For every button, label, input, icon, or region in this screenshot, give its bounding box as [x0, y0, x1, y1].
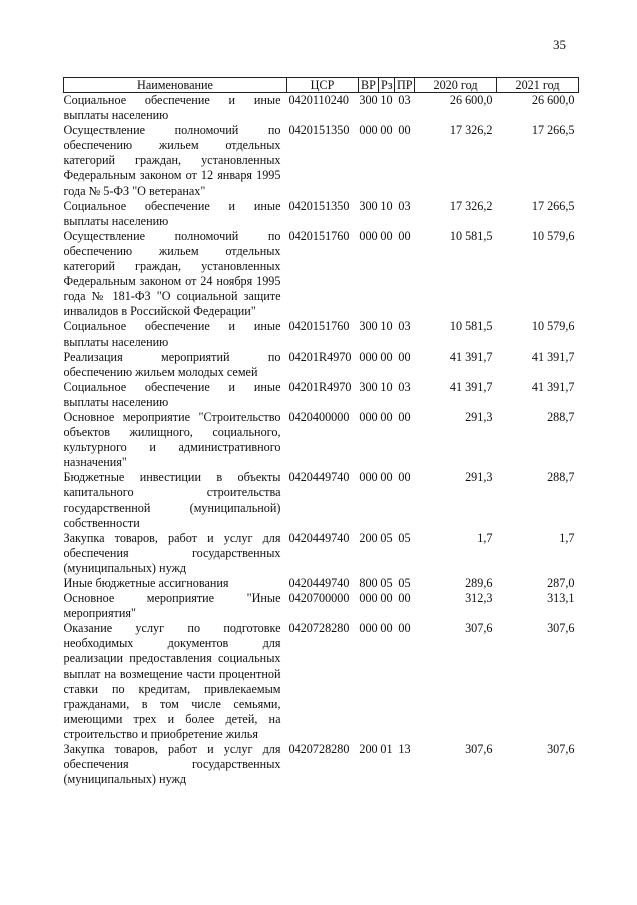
row-name: Социальное обеспечение и иные выплаты населению [63, 379, 281, 409]
row-csr: 0420728280 [288, 742, 350, 757]
table-row [64, 229, 579, 320]
row-vr: 000 [359, 621, 378, 636]
row-name: Бюджетные инвестиции в объекты капитального строительства государственной (муниципальной) собственности [63, 470, 281, 530]
row-name: Реализация мероприятий по обеспечению жильем молодых семей [63, 349, 281, 379]
row-name: Осуществление полномочий по обеспечению жильем отдельных категорий граждан, установленных Федеральным законом от 12 января 1995 года № 5-ФЗ "О ветеранах" [63, 123, 281, 198]
row-amount-2021: 313,1 [547, 591, 575, 606]
row-vr: 300 [359, 93, 378, 107]
table-row [64, 742, 579, 787]
row-csr: 0420110240 [288, 93, 349, 107]
row-rz: 00 [380, 591, 393, 606]
row-amount-2021: 288,7 [547, 409, 575, 424]
row-pr: 03 [398, 319, 411, 334]
row-vr: 800 [359, 576, 378, 590]
header-year-2020: 2020 год [415, 78, 497, 93]
table-row [64, 93, 579, 124]
table-row [64, 380, 579, 410]
row-pr: 00 [398, 470, 411, 485]
row-rz: 10 [380, 93, 393, 107]
row-amount-2021: 10 579,6 [531, 228, 575, 243]
row-csr: 0420151350 [288, 123, 350, 138]
table-row [64, 531, 579, 576]
row-name: Иные бюджетные ассигнования [63, 576, 229, 590]
table-row [64, 350, 579, 380]
table-row [64, 199, 579, 229]
row-rz: 10 [380, 319, 393, 334]
row-name: Социальное обеспечение и иные выплаты населению [63, 319, 281, 349]
table-row [64, 470, 579, 530]
row-vr: 000 [359, 470, 378, 485]
row-amount-2021: 10 579,6 [531, 319, 575, 334]
row-amount-2020: 26 600,0 [449, 93, 493, 107]
row-vr: 200 [359, 742, 378, 757]
row-pr: 00 [398, 228, 411, 243]
row-vr: 000 [359, 409, 378, 424]
header-year-2021: 2021 год [497, 78, 579, 93]
row-vr: 300 [359, 319, 378, 334]
row-rz: 00 [380, 123, 393, 138]
row-amount-2021: 307,6 [547, 621, 575, 636]
table-header-row [64, 78, 579, 93]
row-amount-2021: 17 266,5 [531, 198, 575, 213]
row-name: Основное мероприятие "Иные мероприятия" [63, 591, 281, 621]
row-amount-2020: 307,6 [465, 621, 493, 636]
row-rz: 10 [380, 198, 393, 213]
row-amount-2021: 41 391,7 [531, 379, 575, 394]
row-amount-2020: 1,7 [477, 530, 493, 545]
row-rz: 00 [380, 621, 393, 636]
row-pr: 00 [398, 123, 411, 138]
row-csr: 0420400000 [288, 409, 350, 424]
row-amount-2021: 288,7 [547, 470, 575, 485]
page-number: 35 [553, 37, 566, 52]
table-row [64, 621, 579, 742]
row-pr: 05 [398, 530, 411, 545]
row-amount-2020: 291,3 [465, 409, 493, 424]
row-name: Закупка товаров, работ и услуг для обеспечения государственных (муниципальных) нужд [63, 530, 281, 575]
row-amount-2020: 289,6 [465, 576, 493, 590]
row-vr: 300 [359, 198, 378, 213]
row-csr: 04201R4970 [288, 349, 352, 364]
row-vr: 000 [359, 591, 378, 606]
row-csr: 0420700000 [288, 591, 350, 606]
row-rz: 00 [380, 349, 393, 364]
row-pr: 03 [398, 93, 411, 107]
row-amount-2020: 307,6 [465, 742, 493, 757]
header-pr: ПР [395, 78, 415, 93]
row-amount-2020: 312,3 [465, 591, 493, 606]
table-row [64, 123, 579, 198]
row-vr: 000 [359, 228, 378, 243]
row-name: Осуществление полномочий по обеспечению жильем отдельных категорий граждан, установленных Федеральным законом от 24 ноября 1995 года № 181-ФЗ "О социальной защите инвалидов в Российской Федерации" [63, 228, 281, 319]
row-vr: 000 [359, 123, 378, 138]
row-amount-2020: 41 391,7 [449, 349, 493, 364]
header-vr: ВР [359, 78, 379, 93]
row-vr: 000 [359, 349, 378, 364]
row-amount-2021: 1,7 [559, 530, 575, 545]
row-csr: 0420151760 [288, 319, 350, 334]
row-pr: 00 [398, 591, 411, 606]
row-pr: 00 [398, 621, 411, 636]
row-name: Социальное обеспечение и иные выплаты населению [63, 198, 281, 228]
row-pr: 03 [398, 379, 411, 394]
row-csr: 0420449740 [288, 576, 350, 590]
row-csr: 04201R4970 [288, 379, 352, 394]
table-row [64, 410, 579, 470]
row-pr: 00 [398, 349, 411, 364]
row-pr: 05 [398, 576, 411, 590]
row-name: Основное мероприятие "Строительство объектов жилищного, социального, культурного и административного назначения" [63, 409, 281, 470]
row-amount-2021: 307,6 [547, 742, 575, 757]
row-amount-2020: 17 326,2 [449, 123, 493, 138]
row-amount-2021: 17 266,5 [531, 123, 575, 138]
row-pr: 03 [398, 198, 411, 213]
row-name: Социальное обеспечение и иные выплаты населению [63, 93, 281, 123]
row-rz: 00 [380, 228, 393, 243]
header-csr: ЦСР [287, 78, 359, 93]
row-amount-2021: 26 600,0 [531, 93, 575, 107]
row-rz: 05 [380, 530, 393, 545]
row-rz: 00 [380, 470, 393, 485]
row-amount-2021: 41 391,7 [531, 349, 575, 364]
budget-table [63, 77, 579, 787]
row-pr: 13 [398, 742, 411, 757]
row-csr: 0420728280 [288, 621, 350, 636]
row-amount-2020: 41 391,7 [449, 379, 493, 394]
row-name: Оказание услуг по подготовке необходимых документов для реализации предоставления социальных выплат на возмещение части процентной ставки по кредитам, привлекаемым гражданами, в том числе семьями, имеющими трех и более детей, на строительство и приобретение жилья [63, 621, 281, 741]
row-rz: 05 [380, 576, 393, 590]
table-row [64, 591, 579, 621]
table-row [64, 576, 579, 591]
row-amount-2020: 291,3 [465, 470, 493, 485]
row-csr: 0420449740 [288, 530, 350, 545]
row-amount-2021: 287,0 [547, 576, 575, 590]
row-csr: 0420449740 [288, 470, 350, 485]
row-amount-2020: 10 581,5 [449, 228, 493, 243]
row-vr: 200 [359, 530, 378, 545]
row-amount-2020: 17 326,2 [449, 198, 493, 213]
header-rz: Рз [379, 78, 395, 93]
row-rz: 01 [380, 742, 393, 757]
row-name: Закупка товаров, работ и услуг для обеспечения государственных (муниципальных) нужд [63, 742, 281, 787]
row-rz: 00 [380, 409, 393, 424]
table-row [64, 319, 579, 349]
row-csr: 0420151350 [288, 198, 350, 213]
row-csr: 0420151760 [288, 228, 350, 243]
row-rz: 10 [380, 379, 393, 394]
row-pr: 00 [398, 409, 411, 424]
row-vr: 300 [359, 379, 378, 394]
header-name: Наименование [64, 78, 287, 93]
row-amount-2020: 10 581,5 [449, 319, 493, 334]
